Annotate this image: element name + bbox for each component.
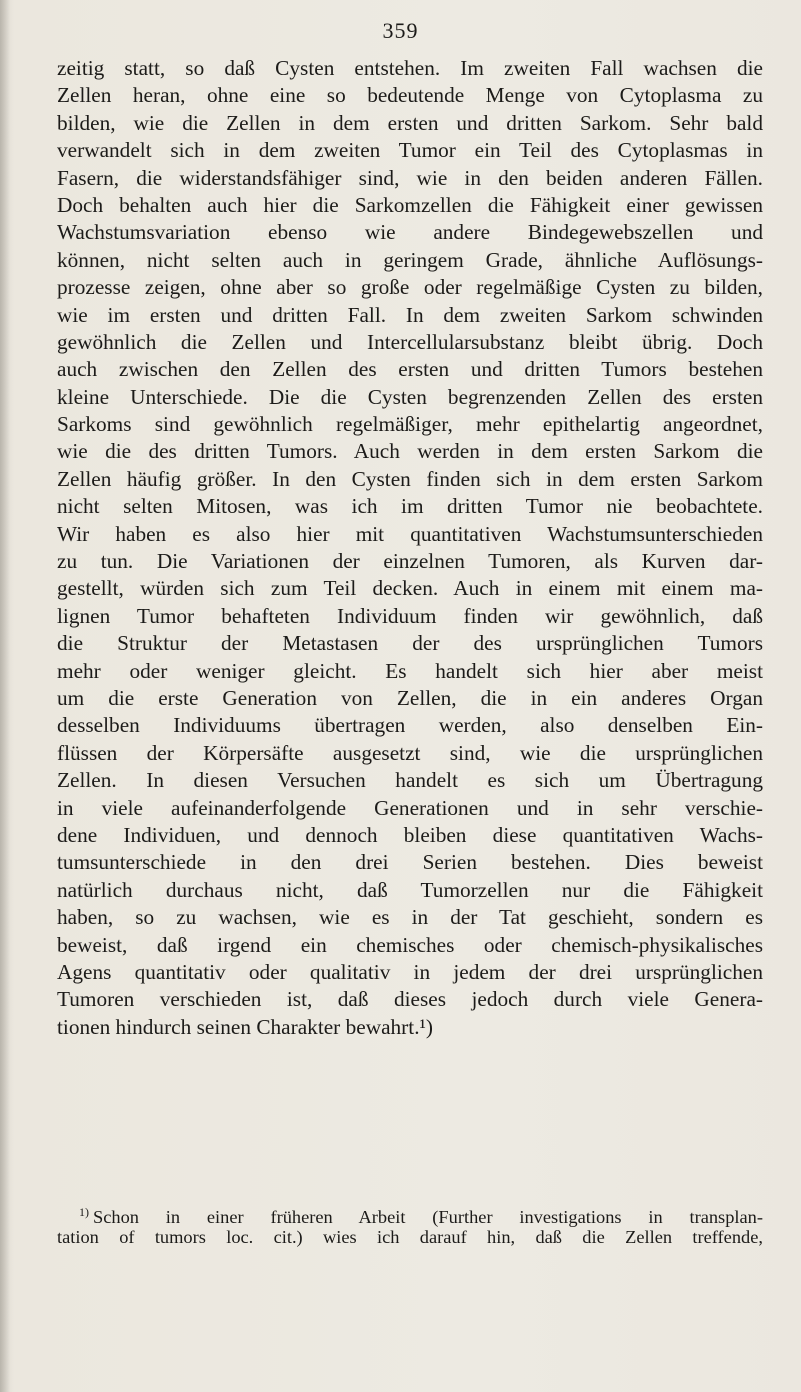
- text-line: beweist, daß irgend ein chemisches oder chemisch-physikalisches: [57, 932, 763, 957]
- text-line: Zellen häufig größer. In den Cysten finden sich in dem ersten Sarkom: [57, 466, 763, 491]
- text-line: nicht selten Mitosen, was ich im dritten Tumor nie beobachtete.: [57, 494, 763, 519]
- text-line: desselben Individuums übertragen werden, also denselben Ein-: [57, 713, 763, 738]
- text-line: Zellen. In diesen Versuchen handelt es sich um Übertragung: [57, 768, 763, 793]
- text-line: Agens quantitativ oder qualitativ in jedem der drei ursprünglichen: [57, 959, 763, 984]
- footnote-text: Schon in einer früheren Arbeit (Further investigations in transplan-: [93, 1207, 763, 1227]
- text-line: haben, so zu wachsen, wie es in der Tat geschieht, sondern es: [57, 905, 763, 930]
- text-line: gewöhnlich die Zellen und Intercellularsubstanz bleibt übrig. Doch: [57, 329, 763, 354]
- text-line: verwandelt sich in dem zweiten Tumor ein Teil des Cytoplasmas in: [57, 138, 763, 163]
- text-line: zu tun. Die Variationen der einzelnen Tumoren, als Kurven dar-: [57, 549, 763, 574]
- text-line: Tumoren verschieden ist, daß dieses jedoch durch viele Genera-: [57, 987, 763, 1012]
- body-text: [57, 55, 763, 1041]
- text-line: Wachstumsvariation ebenso wie andere Bindegewebszellen und: [57, 220, 763, 245]
- text-line: prozesse zeigen, ohne aber so große oder regelmäßige Cysten zu bilden,: [57, 275, 763, 300]
- footnote: [57, 1200, 763, 1250]
- footnote-line: tation of tumors loc. cit.) wies ich darauf hin, daß die Zellen treffende,: [57, 1227, 763, 1247]
- text-line: gestellt, würden sich zum Teil decken. Auch in einem mit einem ma-: [57, 576, 763, 601]
- text-line: auch zwischen den Zellen des ersten und dritten Tumors bestehen: [57, 357, 763, 382]
- text-line: lignen Tumor behafteten Individuum finden wir gewöhnlich, daß: [57, 603, 763, 628]
- text-line: Fasern, die widerstandsfähiger sind, wie in den beiden anderen Fällen.: [57, 165, 763, 190]
- text-line: Sarkoms sind gewöhnlich regelmäßiger, mehr epithelartig angeordnet,: [57, 412, 763, 437]
- binding-shadow: [0, 0, 10, 1392]
- text-line: wie die des dritten Tumors. Auch werden in dem ersten Sarkom die: [57, 439, 763, 464]
- page-number: 359: [382, 18, 419, 43]
- text-line: kleine Unterschiede. Die die Cysten begrenzenden Zellen des ersten: [57, 384, 763, 409]
- text-line: natürlich durchaus nicht, daß Tumorzellen nur die Fähigkeit: [57, 877, 763, 902]
- text-line: tumsunterschiede in den drei Serien bestehen. Dies beweist: [57, 850, 763, 875]
- text-line: können, nicht selten auch in geringem Grade, ähnliche Auflösungs-: [57, 247, 763, 272]
- text-line: mehr oder weniger gleicht. Es handelt sich hier aber meist: [57, 658, 763, 683]
- text-line: wie im ersten und dritten Fall. In dem zweiten Sarkom schwinden: [57, 302, 763, 327]
- text-line: Doch behalten auch hier die Sarkomzellen die Fähigkeit einer gewissen: [57, 192, 763, 217]
- text-line: bilden, wie die Zellen in dem ersten und dritten Sarkom. Sehr bald: [57, 110, 763, 135]
- text-line: zeitig statt, so daß Cysten entstehen. Im zweiten Fall wachsen die: [57, 56, 763, 80]
- footnote-marker: 1): [79, 1205, 89, 1219]
- text-line: flüssen der Körpersäfte ausgesetzt sind, wie die ursprünglichen: [57, 740, 763, 765]
- text-line-last: tionen hindurch seinen Charakter bewahrt.¹): [57, 1014, 433, 1039]
- text-line: Wir haben es also hier mit quantitativen Wachstumsunterschieden: [57, 521, 763, 546]
- text-line: dene Individuen, und dennoch bleiben diese quantitativen Wachs-: [57, 822, 763, 847]
- text-line: um die erste Generation von Zellen, die in ein anderes Organ: [57, 685, 763, 710]
- text-line: in viele aufeinanderfolgende Generationen und in sehr verschie-: [57, 795, 763, 820]
- text-line: die Struktur der Metastasen der des ursprünglichen Tumors: [57, 631, 763, 656]
- footnote-line: [57, 1200, 763, 1225]
- text-line: Zellen heran, ohne eine so bedeutende Menge von Cytoplasma zu: [57, 83, 763, 108]
